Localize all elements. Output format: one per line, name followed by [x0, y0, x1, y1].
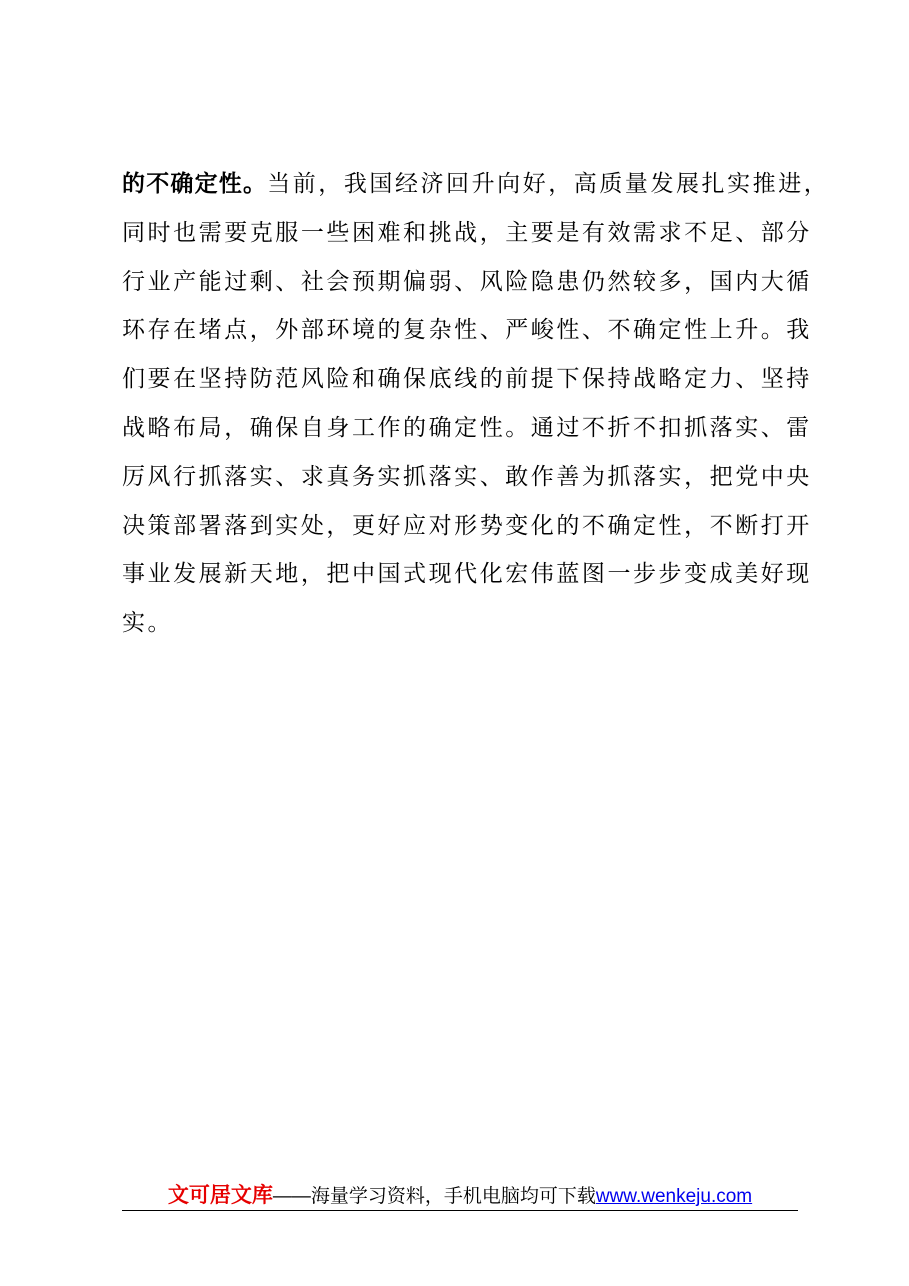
footer-tagline: ——海量学习资料，手机电脑均可下载	[272, 1186, 596, 1207]
text-line	[122, 209, 812, 258]
text-line	[122, 453, 812, 502]
body-paragraph	[122, 160, 830, 648]
text-line	[122, 550, 812, 599]
text-line	[122, 502, 812, 551]
line-text: 同时也需要克服一些困难和挑战，主要是有效需求不足、部分	[122, 219, 812, 246]
line-text: 当前，我国经济回升向好，高质量发展扎实推进，	[267, 171, 830, 197]
footer-website-link[interactable]: www.wenkeju.com	[595, 1186, 753, 1207]
text-line	[122, 404, 812, 453]
line-text: 决策部署落到实处，更好应对形势变化的不确定性，不断打开	[122, 512, 812, 539]
text-line	[122, 160, 830, 209]
line-text: 们要在坚持防范风险和确保底线的前提下保持战略定力、坚持	[122, 366, 812, 393]
line-text: 厉风行抓落实、求真务实抓落实、敢作善为抓落实，把党中央	[122, 463, 812, 490]
text-line	[122, 258, 812, 307]
line-text: 行业产能过剩、社会预期偏弱、风险隐患仍然较多，国内大循	[122, 268, 812, 295]
text-line	[122, 355, 812, 404]
line-text: 事业发展新天地，把中国式现代化宏伟蓝图一步步变成美好现	[122, 561, 812, 588]
emphasized-phrase: 的不确定性。	[122, 171, 268, 197]
footer-brand-name: 文可居文库	[167, 1184, 273, 1207]
footer-divider	[122, 1210, 798, 1211]
text-line	[122, 599, 812, 648]
text-line	[122, 306, 812, 355]
page-footer	[122, 1180, 798, 1212]
line-text: 环存在堵点，外部环境的复杂性、严峻性、不确定性上升。我	[122, 317, 812, 344]
line-text: 实。	[122, 610, 174, 637]
line-text: 战略布局，确保自身工作的确定性。通过不折不扣抓落实、雷	[122, 414, 812, 441]
